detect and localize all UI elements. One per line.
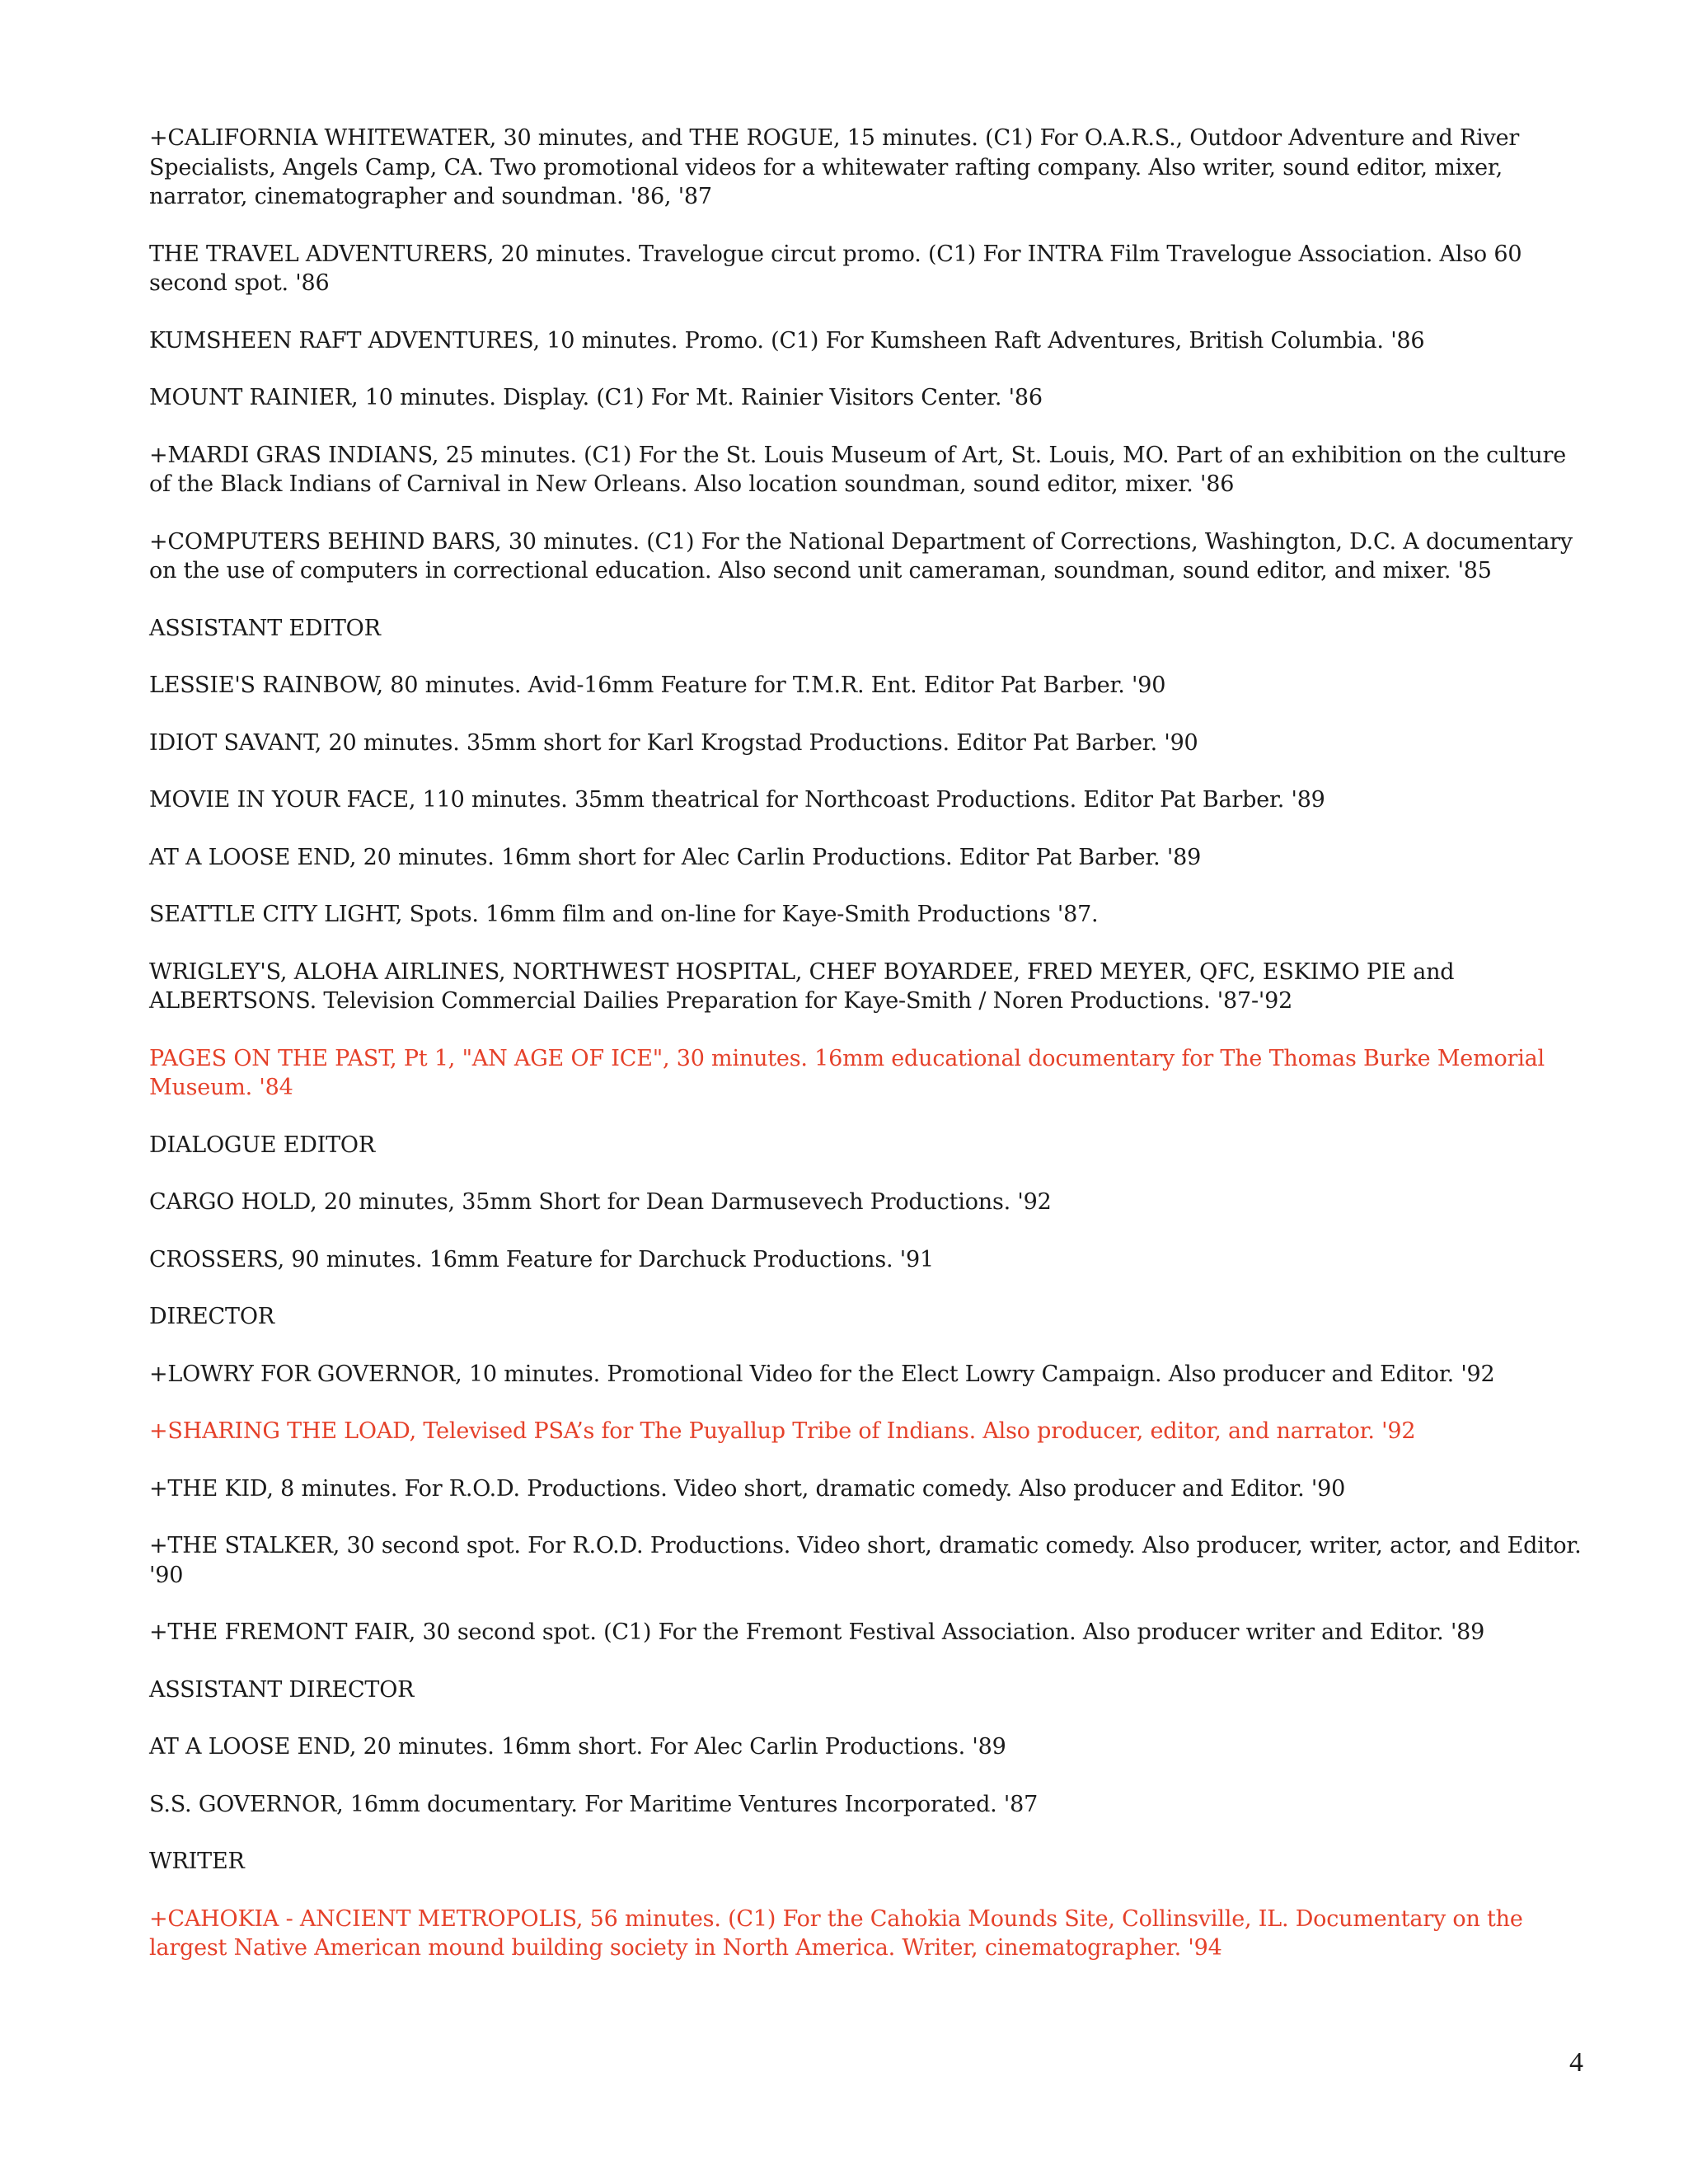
credit-entry: CARGO HOLD, 20 minutes, 35mm Short for Dean Darmusevech Productions. '92	[149, 1189, 1052, 1215]
credit-entry: +THE KID, 8 minutes. For R.O.D. Productions. Video short, dramatic comedy. Also producer and Editor. '90	[149, 1475, 1346, 1502]
credit-entry: +THE FREMONT FAIR, 30 second spot. (C1) For the Fremont Festival Association. Also producer writer and Editor. '89	[149, 1619, 1485, 1645]
credit-entry: +COMPUTERS BEHIND BARS, 30 minutes. (C1) For the National Department of Corrections, Washington, D.C. A documentary on the use of computers in correctional education. Also second unit cameraman, soundman, sound editor, and mixer. '85	[149, 528, 1573, 583]
credit-entry: +MARDI GRAS INDIANS, 25 minutes. (C1) For the St. Louis Museum of Art, St. Louis, MO. Part of an exhibition on the culture of the Black Indians of Carnival in New Orleans. Also location soundman, sound editor, mixer. '86	[149, 442, 1566, 497]
document-body	[149, 124, 1583, 1991]
section-heading-writer: WRITER	[149, 1849, 245, 1874]
credit-entry: CROSSERS, 90 minutes. 16mm Feature for Darchuck Productions. '91	[149, 1246, 934, 1272]
credit-entry: AT A LOOSE END, 20 minutes. 16mm short for Alec Carlin Productions. Editor Pat Barber. '89	[149, 844, 1202, 870]
credit-entry: IDIOT SAVANT, 20 minutes. 35mm short for Karl Krogstad Productions. Editor Pat Barber. '90	[149, 729, 1198, 756]
page-number: 4	[1569, 2047, 1583, 2078]
section-heading-assistant-editor: ASSISTANT EDITOR	[149, 615, 381, 641]
credit-entry-highlighted: +CAHOKIA - ANCIENT METROPOLIS, 56 minutes. (C1) For the Cahokia Mounds Site, Collinsville, IL. Documentary on the largest Native American mound building society in North America. Writer, cinematographer. '94	[149, 1905, 1523, 1961]
credit-entry: +THE STALKER, 30 second spot. For R.O.D. Productions. Video short, dramatic comedy. Also producer, writer, actor, and Editor. '90	[149, 1533, 1582, 1588]
credit-entry: WRIGLEY'S, ALOHA AIRLINES, NORTHWEST HOSPITAL, CHEF BOYARDEE, FRED MEYER, QFC, ESKIMO PIE and ALBERTSONS. Television Commercial Dailies Preparation for Kaye-Smith / Noren Productions. '87-'92	[149, 958, 1455, 1014]
credit-entry: AT A LOOSE END, 20 minutes. 16mm short. For Alec Carlin Productions. '89	[149, 1734, 1006, 1760]
section-heading-dialogue-editor: DIALOGUE EDITOR	[149, 1132, 375, 1158]
credit-entry: SEATTLE CITY LIGHT, Spots. 16mm film and on-line for Kaye-Smith Productions '87.	[149, 902, 1099, 927]
credit-entry: KUMSHEEN RAFT ADVENTURES, 10 minutes. Promo. (C1) For Kumsheen Raft Adventures, British Columbia. '86	[149, 327, 1425, 354]
credit-entry: MOVIE IN YOUR FACE, 110 minutes. 35mm theatrical for Northcoast Productions. Editor Pat Barber. '89	[149, 787, 1325, 813]
credit-entry: +LOWRY FOR GOVERNOR, 10 minutes. Promotional Video for the Elect Lowry Campaign. Also producer and Editor. '92	[149, 1361, 1495, 1387]
section-heading-assistant-director: ASSISTANT DIRECTOR	[149, 1676, 415, 1703]
section-heading-director: DIRECTOR	[149, 1304, 274, 1329]
credit-entry: THE TRAVEL ADVENTURERS, 20 minutes. Travelogue circut promo. (C1) For INTRA Film Travelogue Association. Also 60 second spot. '86	[149, 241, 1522, 296]
credit-entry: MOUNT RAINIER, 10 minutes. Display. (C1) For Mt. Rainier Visitors Center. '86	[149, 385, 1043, 410]
credit-entry-highlighted: PAGES ON THE PAST, Pt 1, "AN AGE OF ICE", 30 minutes. 16mm educational documentary for The Thomas Burke Memorial Museum. '84	[149, 1045, 1545, 1100]
credit-entry: LESSIE'S RAINBOW, 80 minutes. Avid-16mm Feature for T.M.R. Ent. Editor Pat Barber. '90	[149, 673, 1166, 698]
credit-entry: +CALIFORNIA WHITEWATER, 30 minutes, and THE ROGUE, 15 minutes. (C1) For O.A.R.S., Outdoor Adventure and River Specialists, Angels Camp, CA. Two promotional videos for a whitewater rafting company. Also writer, sound editor, mixer, narrator, cinematographer and soundman. '86, '87	[149, 125, 1520, 209]
credit-entry-highlighted: +SHARING THE LOAD, Televised PSA’s for The Puyallup Tribe of Indians. Also producer, editor, and narrator. '92	[149, 1418, 1416, 1444]
credit-entry: S.S. GOVERNOR, 16mm documentary. For Maritime Ventures Incorporated. '87	[149, 1791, 1039, 1817]
